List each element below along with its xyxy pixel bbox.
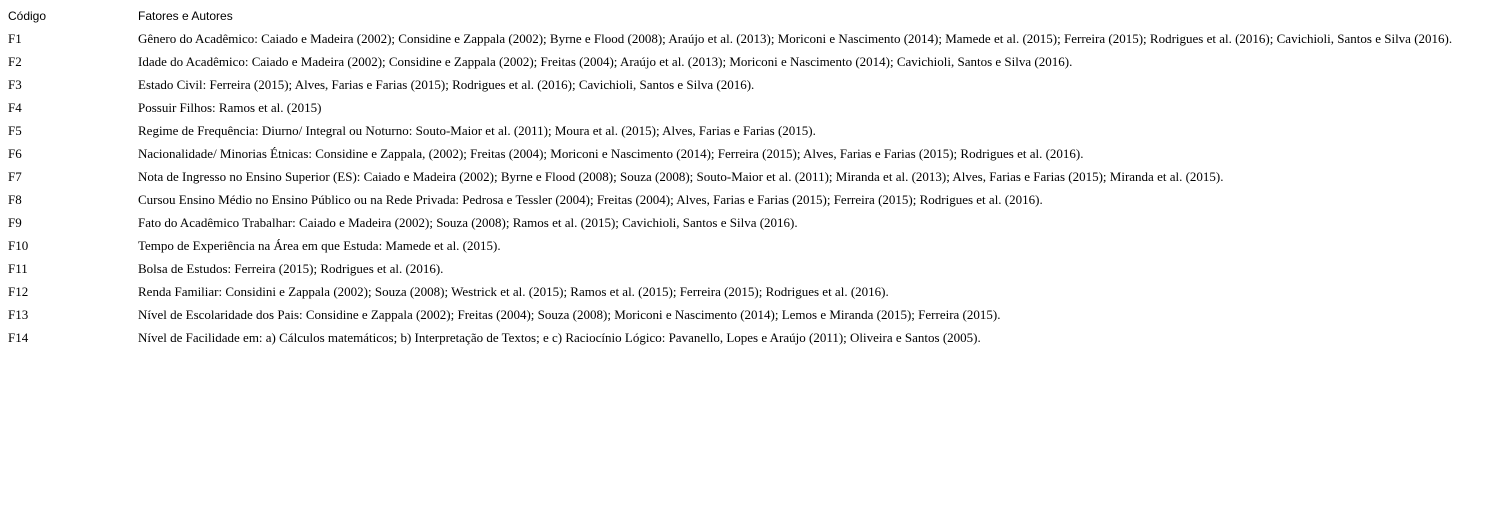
factor-description: Tempo de Experiência na Área em que Estuda: Mamede et al. (2015). (138, 238, 501, 253)
table-row (6, 235, 1476, 258)
factor-code: F5 (8, 123, 22, 138)
table-row (6, 327, 1476, 350)
factor-description: Nível de Escolaridade dos Pais: Considine e Zappala (2002); Freitas (2004); Souza (2008); Moriconi e Nascimento (2014); Lemos e Miranda (2015); Ferreira (2015). (138, 307, 1001, 322)
table-row (6, 166, 1476, 189)
factor-code: F7 (8, 169, 22, 184)
factor-code: F14 (8, 330, 29, 345)
factor-code: F4 (8, 100, 22, 115)
table-row (6, 74, 1476, 97)
factor-code: F2 (8, 54, 22, 69)
table-row (6, 28, 1476, 51)
factor-description: Renda Familiar: Considini e Zappala (2002); Souza (2008); Westrick et al. (2015); Ramos et al. (2015); Ferreira (2015); Rodrigues et al. (2016). (138, 284, 889, 299)
factor-code: F8 (8, 192, 22, 207)
factor-description: Gênero do Acadêmico: Caiado e Madeira (2002); Considine e Zappala (2002); Byrne e Flood (2008); Araújo et al. (2013); Moriconi e Nascimento (2014); Mamede et al. (2015); Ferreira (2015); Rodrigues et al. (2016); Cavichioli, Santos e Silva (2016). (138, 31, 1453, 46)
factor-description: Estado Civil: Ferreira (2015); Alves, Farias e Farias (2015); Rodrigues et al. (2016); Cavichioli, Santos e Silva (2016). (138, 77, 755, 92)
table-row (6, 143, 1476, 166)
table-row (6, 120, 1476, 143)
table-row (6, 304, 1476, 327)
factor-code: F3 (8, 77, 22, 92)
factor-code: F12 (8, 284, 29, 299)
table-body (6, 28, 1476, 350)
factor-description: Regime de Frequência: Diurno/ Integral ou Noturno: Souto-Maior et al. (2011); Moura et al. (2015); Alves, Farias e Farias (2015). (138, 123, 816, 138)
document-page (6, 4, 1482, 350)
factor-code: F13 (8, 307, 29, 322)
factor-description: Nível de Facilidade em: a) Cálculos matemáticos; b) Interpretação de Textos; e c) Raciocínio Lógico: Pavanello, Lopes e Araújo (2011); Oliveira e Santos (2005). (138, 330, 981, 345)
factor-code: F9 (8, 215, 22, 230)
factor-code: F1 (8, 31, 22, 46)
header-code: Código (8, 9, 47, 23)
factor-description: Nota de Ingresso no Ensino Superior (ES): Caiado e Madeira (2002); Byrne e Flood (2008); Souza (2008); Souto-Maior et al. (2011); Miranda et al. (2013); Alves, Farias e Farias (2015); Miranda et al. (2015). (138, 169, 1224, 184)
factor-description: Cursou Ensino Médio no Ensino Público ou na Rede Privada: Pedrosa e Tessler (2004); Freitas (2004); Alves, Farias e Farias (2015); Ferreira (2015); Rodrigues et al. (2016). (138, 192, 1043, 207)
factor-description: Possuir Filhos: Ramos et al. (2015) (138, 100, 322, 115)
table-row (6, 281, 1476, 304)
table-header-row (6, 4, 1476, 28)
table-row (6, 258, 1476, 281)
table-row (6, 189, 1476, 212)
factor-code: F11 (8, 261, 28, 276)
header-factors-authors: Fatores e Autores (138, 9, 233, 23)
factors-table (6, 4, 1476, 350)
factor-description: Nacionalidade/ Minorias Étnicas: Considine e Zappala, (2002); Freitas (2004); Moriconi e Nascimento (2014); Ferreira (2015); Alves, Farias e Farias (2015); Rodrigues et al. (2016). (138, 146, 1084, 161)
factor-code: F6 (8, 146, 22, 161)
table-row (6, 97, 1476, 120)
table-row (6, 212, 1476, 235)
factor-description: Idade do Acadêmico: Caiado e Madeira (2002); Considine e Zappala (2002); Freitas (2004); Araújo et al. (2013); Moriconi e Nascimento (2014); Cavichioli, Santos e Silva (2016). (138, 54, 1073, 69)
table-row (6, 51, 1476, 74)
factor-description: Bolsa de Estudos: Ferreira (2015); Rodrigues et al. (2016). (138, 261, 444, 276)
factor-code: F10 (8, 238, 29, 253)
factor-description: Fato do Acadêmico Trabalhar: Caiado e Madeira (2002); Souza (2008); Ramos et al. (2015); Cavichioli, Santos e Silva (2016). (138, 215, 798, 230)
